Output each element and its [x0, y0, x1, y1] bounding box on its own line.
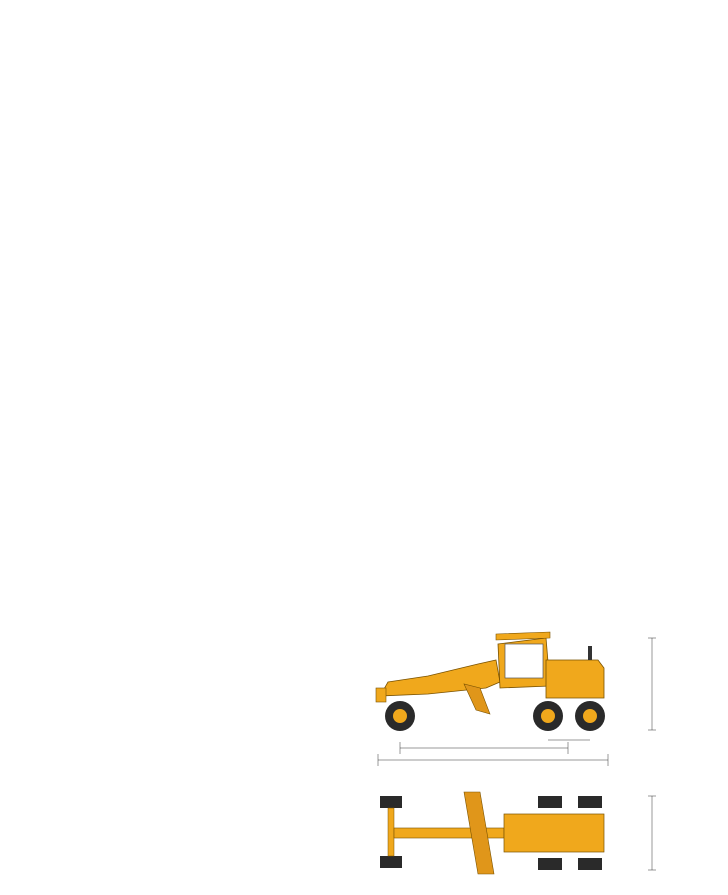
top-view [380, 792, 656, 874]
grader-diagram [368, 624, 674, 890]
motor-grader-drawing [368, 624, 674, 890]
side-view [376, 632, 656, 766]
